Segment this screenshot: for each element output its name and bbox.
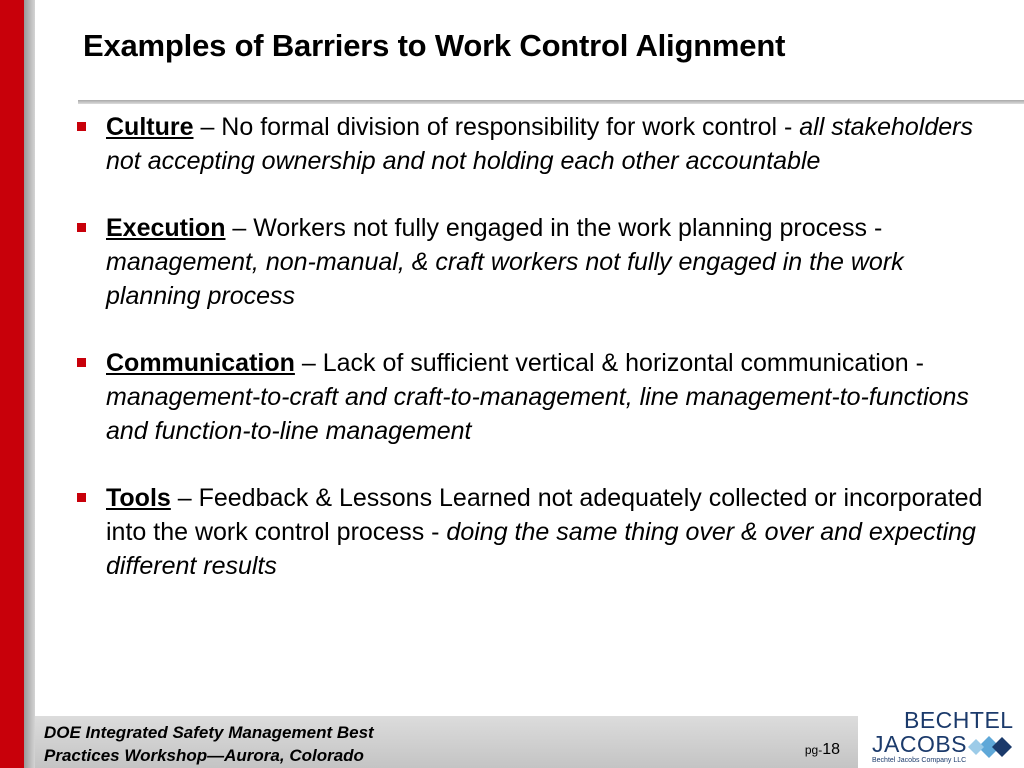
bullet-detail-text: management, non-manual, & craft workers not fully engaged in the work planning process [106,248,904,310]
logo-text-line-1: BECHTEL [904,707,1014,733]
footer-event-text [44,721,644,767]
footer-bar [35,716,858,768]
slide-title: Examples of Barriers to Work Control Alignment [83,28,786,63]
bullet-term: Execution [106,214,226,242]
bullet-detail-text: all stakeholders not accepting ownership and not holding each other accountable [106,113,973,175]
page-prefix: pg- [804,743,823,757]
bullet-item-execution [74,211,1004,313]
bullet-detail-text: doing the same thing over & over and expecting different results [106,518,976,580]
bullet-term: Culture [106,113,194,141]
left-accent-bar-grey [24,0,35,768]
footer-line-1: DOE Integrated Safety Management Best [44,723,374,742]
page-number [805,740,840,760]
left-accent-bar-red [0,0,24,768]
bullet-lead-text: – Lack of sufficient vertical & horizontal communication - [294,349,924,377]
red-square-bullet-icon [77,223,86,232]
title-divider [78,100,1024,104]
bullet-item-culture [74,110,1004,178]
logo-subtitle: Bechtel Jacobs Company LLC [872,757,967,764]
red-square-bullet-icon [77,493,86,502]
bullet-lead-text: – No formal division of responsibility for work control - [193,113,800,141]
bullet-term: Tools [106,484,171,512]
bullet-list [74,110,1004,616]
blue-diamond-logo-icon [964,732,1014,762]
bullet-item-tools [74,481,1004,583]
red-square-bullet-icon [77,122,86,131]
footer-line-2: Practices Workshop—Aurora, Colorado [44,746,364,765]
bullet-detail-text: management-to-craft and craft-to-management, line management-to-functions and function-to-line management [106,383,969,445]
logo-text-line-2: JACOBS [872,731,968,757]
company-logo [866,702,1024,768]
red-square-bullet-icon [77,358,86,367]
bullet-lead-text: – Feedback & Lessons Learned not adequately collected or incorporated into the work control process - [106,484,983,546]
bullet-term: Communication [106,349,295,377]
page-number-value: 18 [822,741,840,758]
bullet-item-communication [74,346,1004,448]
bullet-lead-text: – Workers not fully engaged in the work planning process - [225,214,883,242]
